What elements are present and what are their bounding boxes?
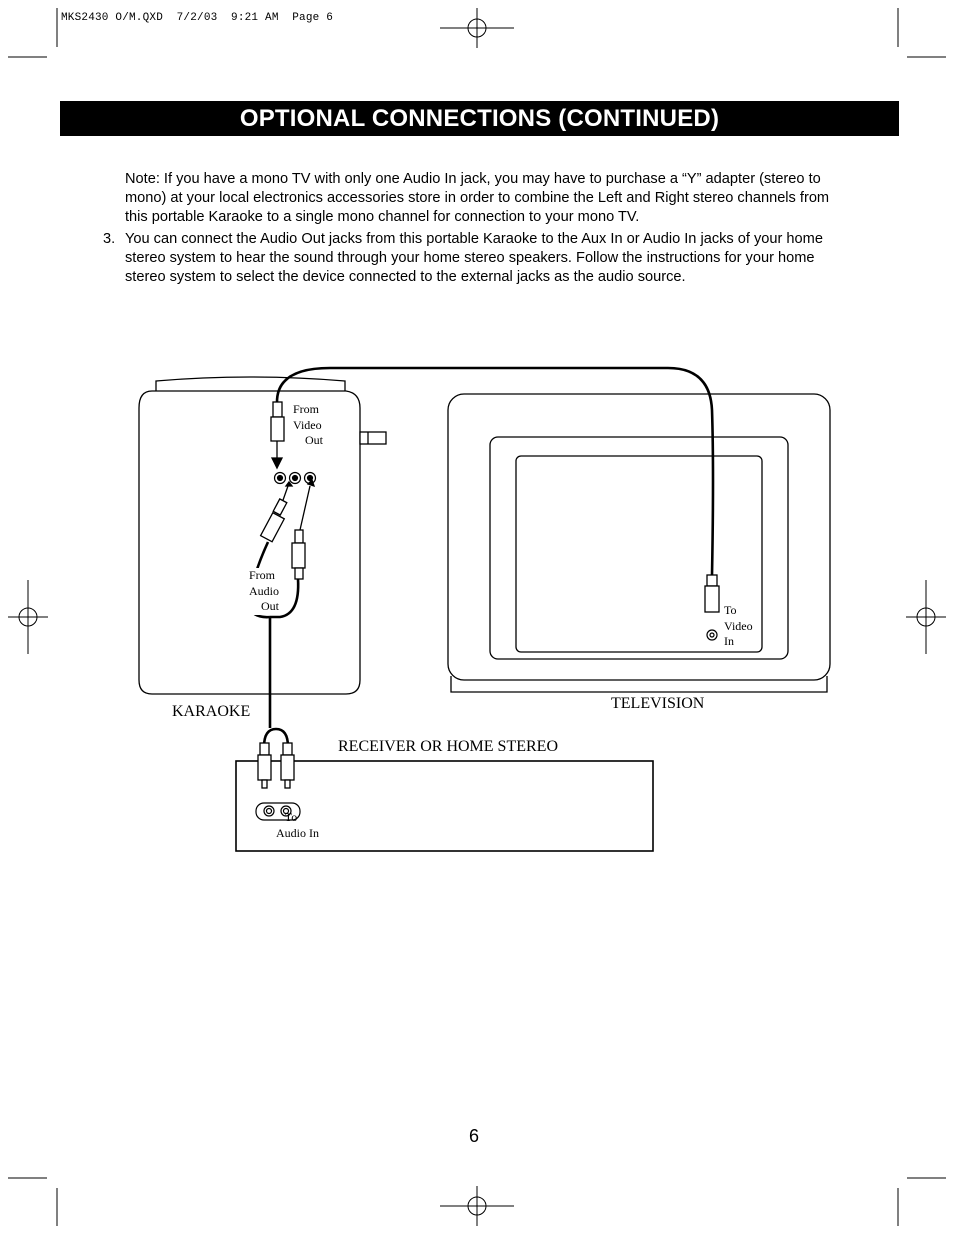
video-plug-karaoke xyxy=(271,402,284,468)
video-cable xyxy=(277,368,713,575)
page-number: 6 xyxy=(469,1126,480,1146)
receiver-label: RECEIVER OR HOME STEREO xyxy=(338,738,558,755)
step-number: 3. xyxy=(103,231,116,247)
note-paragraph: Note: If you have a mono TV with only one Audio In jack, you may have to purchase a “Y” adapter (stereo to mono) at your local electronics accessories store in order to combine the Left and Right stereo channels from this portable Karaoke to a single mono channel for connection to your mono TV. xyxy=(125,171,830,225)
from-audio-out-label: From Audio Out xyxy=(249,568,279,613)
video-plug-tv xyxy=(705,575,719,612)
to-video-in-label: To Video In xyxy=(724,603,753,648)
karaoke-label: KARAOKE xyxy=(172,703,251,720)
from-video-out-label: From Video Out xyxy=(293,402,323,447)
television-unit xyxy=(448,394,830,692)
audio-plugs-receiver xyxy=(258,743,294,788)
to-audio-in-label: To Audio In xyxy=(276,810,319,840)
audio-plug-left xyxy=(261,482,292,542)
section-title: OPTIONAL CONNECTIONS (CONTINUED) xyxy=(60,101,899,136)
print-slug: MKS2430 O/M.QXD 7/2/03 9:21 AM Page 6 xyxy=(61,12,334,24)
television-label: TELEVISION xyxy=(611,695,705,712)
audio-plug-right xyxy=(292,480,314,579)
step-paragraph: You can connect the Audio Out jacks from this portable Karaoke to the Aux In or Audio In jacks of your home stereo system to hear the sound through your home stereo speakers. Follow the instructions for your home stereo system to select the device connected to the external jacks as the audio source. xyxy=(125,231,823,285)
tv-video-in-jack xyxy=(707,630,717,640)
